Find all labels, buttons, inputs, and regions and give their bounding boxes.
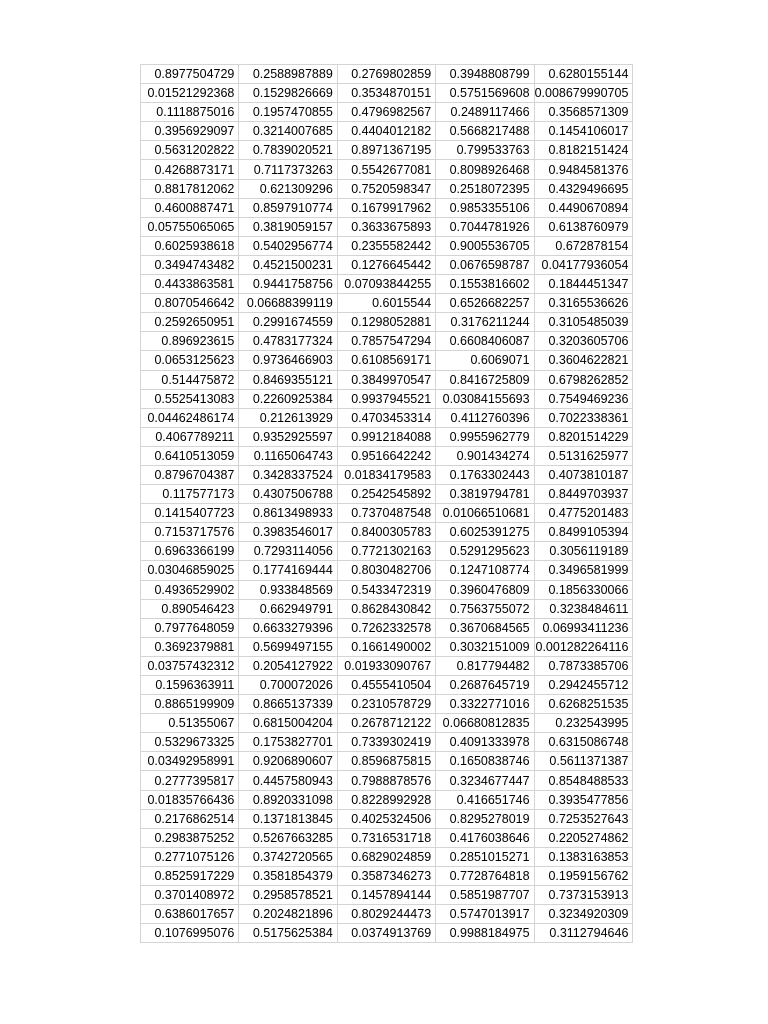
table-cell: 0.7857547294 — [337, 332, 435, 351]
table-cell: 0.5131625977 — [534, 446, 633, 465]
table-cell: 0.7044781926 — [436, 217, 534, 236]
table-cell: 0.1165064743 — [239, 446, 337, 465]
table-cell: 0.2489117466 — [436, 103, 534, 122]
table-cell: 0.9441758756 — [239, 275, 337, 294]
table-cell: 0.9516642242 — [337, 446, 435, 465]
table-row — [141, 84, 633, 103]
table-cell: 0.1415407723 — [141, 504, 239, 523]
table-row — [141, 504, 633, 523]
table-cell: 0.4329496695 — [534, 179, 633, 198]
table-row — [141, 637, 633, 656]
table-row — [141, 752, 633, 771]
table-cell: 0.8295278019 — [436, 809, 534, 828]
table-cell: 0.8665137339 — [239, 695, 337, 714]
table-cell: 0.5747013917 — [436, 905, 534, 924]
table-row — [141, 886, 633, 905]
table-cell: 0.01933090767 — [337, 656, 435, 675]
table-row — [141, 485, 633, 504]
table-cell: 0.1957470855 — [239, 103, 337, 122]
table-cell: 0.5525413083 — [141, 389, 239, 408]
table-cell: 0.7262332578 — [337, 618, 435, 637]
table-cell: 0.6108569171 — [337, 351, 435, 370]
table-row — [141, 198, 633, 217]
table-cell: 0.8416725809 — [436, 370, 534, 389]
table-cell: 0.4025324506 — [337, 809, 435, 828]
table-cell: 0.933848569 — [239, 580, 337, 599]
table-row — [141, 141, 633, 160]
table-row — [141, 542, 633, 561]
table-cell: 0.2942455712 — [534, 676, 633, 695]
table-cell: 0.799533763 — [436, 141, 534, 160]
table-cell: 0.3935477856 — [534, 790, 633, 809]
table-cell: 0.3742720565 — [239, 847, 337, 866]
table-cell: 0.8030482706 — [337, 561, 435, 580]
table-cell: 0.1276645442 — [337, 255, 435, 274]
table-cell: 0.3105485039 — [534, 313, 633, 332]
table-cell: 0.7977648059 — [141, 618, 239, 637]
table-cell: 0.5699497155 — [239, 637, 337, 656]
table-cell: 0.07093844255 — [337, 275, 435, 294]
table-cell: 0.4796982567 — [337, 103, 435, 122]
table-cell: 0.01521292368 — [141, 84, 239, 103]
table-row — [141, 580, 633, 599]
table-cell: 0.3568571309 — [534, 103, 633, 122]
table-cell: 0.3234920309 — [534, 905, 633, 924]
table-cell: 0.51355067 — [141, 714, 239, 733]
table-cell: 0.4600887471 — [141, 198, 239, 217]
table-cell: 0.7253527643 — [534, 809, 633, 828]
table-cell: 0.212613929 — [239, 408, 337, 427]
table-body — [141, 65, 633, 943]
table-cell: 0.1454106017 — [534, 122, 633, 141]
table-cell: 0.0374913769 — [337, 924, 435, 943]
table-cell: 0.9005536705 — [436, 236, 534, 255]
table-cell: 0.001282264116 — [534, 637, 633, 656]
table-cell: 0.6386017657 — [141, 905, 239, 924]
table-row — [141, 905, 633, 924]
table-cell: 0.0676598787 — [436, 255, 534, 274]
table-cell: 0.0653125623 — [141, 351, 239, 370]
table-cell: 0.4176038646 — [436, 828, 534, 847]
table-cell: 0.8182151424 — [534, 141, 633, 160]
table-cell: 0.5668217488 — [436, 122, 534, 141]
table-cell: 0.3322771016 — [436, 695, 534, 714]
table-cell: 0.7022338361 — [534, 408, 633, 427]
table-row — [141, 370, 633, 389]
table-cell: 0.3983546017 — [239, 523, 337, 542]
table-cell: 0.4936529902 — [141, 580, 239, 599]
table-cell: 0.6015544 — [337, 294, 435, 313]
table-cell: 0.8098926468 — [436, 160, 534, 179]
table-cell: 0.3238484611 — [534, 599, 633, 618]
table-cell: 0.1753827701 — [239, 733, 337, 752]
table-row — [141, 236, 633, 255]
table-cell: 0.8977504729 — [141, 65, 239, 84]
table-row — [141, 465, 633, 484]
table-cell: 0.8971367195 — [337, 141, 435, 160]
table-cell: 0.5402956774 — [239, 236, 337, 255]
table-cell: 0.4268873171 — [141, 160, 239, 179]
table-row — [141, 866, 633, 885]
table-cell: 0.03757432312 — [141, 656, 239, 675]
table-row — [141, 809, 633, 828]
table-row — [141, 924, 633, 943]
table-cell: 0.7563755072 — [436, 599, 534, 618]
table-cell: 0.700072026 — [239, 676, 337, 695]
table-cell: 0.817794482 — [436, 656, 534, 675]
table-cell: 0.2991674559 — [239, 313, 337, 332]
table-row — [141, 255, 633, 274]
table-cell: 0.2687645719 — [436, 676, 534, 695]
table-cell: 0.3692379881 — [141, 637, 239, 656]
table-cell: 0.8029244473 — [337, 905, 435, 924]
table-row — [141, 733, 633, 752]
table-cell: 0.7117373263 — [239, 160, 337, 179]
table-cell: 0.3956929097 — [141, 122, 239, 141]
table-cell: 0.01834179583 — [337, 465, 435, 484]
table-row — [141, 179, 633, 198]
table-cell: 0.9853355106 — [436, 198, 534, 217]
table-cell: 0.8400305783 — [337, 523, 435, 542]
table-cell: 0.01066510681 — [436, 504, 534, 523]
table-row — [141, 332, 633, 351]
table-cell: 0.8596875815 — [337, 752, 435, 771]
table-cell: 0.4457580943 — [239, 771, 337, 790]
table-cell: 0.3165536626 — [534, 294, 633, 313]
table-cell: 0.3581854379 — [239, 866, 337, 885]
table-cell: 0.3534870151 — [337, 84, 435, 103]
table-row — [141, 427, 633, 446]
table-cell: 0.2176862514 — [141, 809, 239, 828]
table-cell: 0.7316531718 — [337, 828, 435, 847]
table-cell: 0.6633279396 — [239, 618, 337, 637]
table-cell: 0.9206890607 — [239, 752, 337, 771]
table-cell: 0.9736466903 — [239, 351, 337, 370]
table-cell: 0.1650838746 — [436, 752, 534, 771]
table-cell: 0.3604622821 — [534, 351, 633, 370]
table-cell: 0.4433863581 — [141, 275, 239, 294]
table-cell: 0.3496581999 — [534, 561, 633, 580]
table-cell: 0.3032151009 — [436, 637, 534, 656]
table-cell: 0.03492958991 — [141, 752, 239, 771]
table-row — [141, 771, 633, 790]
table-cell: 0.2983875252 — [141, 828, 239, 847]
table-cell: 0.2205274862 — [534, 828, 633, 847]
table-cell: 0.04177936054 — [534, 255, 633, 274]
table-cell: 0.896923615 — [141, 332, 239, 351]
table-row — [141, 676, 633, 695]
table-row — [141, 656, 633, 675]
table-cell: 0.05755065065 — [141, 217, 239, 236]
table-cell: 0.03084155693 — [436, 389, 534, 408]
table-cell: 0.1247108774 — [436, 561, 534, 580]
table-cell: 0.4067789211 — [141, 427, 239, 446]
table-cell: 0.1774169444 — [239, 561, 337, 580]
table-cell: 0.662949791 — [239, 599, 337, 618]
table-cell: 0.5851987707 — [436, 886, 534, 905]
table-cell: 0.3960476809 — [436, 580, 534, 599]
table-cell: 0.232543995 — [534, 714, 633, 733]
table-row — [141, 275, 633, 294]
table-cell: 0.6815004204 — [239, 714, 337, 733]
table-cell: 0.2678712122 — [337, 714, 435, 733]
table-cell: 0.5631202822 — [141, 141, 239, 160]
table-cell: 0.8525917229 — [141, 866, 239, 885]
table-cell: 0.2588987889 — [239, 65, 337, 84]
table-row — [141, 122, 633, 141]
table-cell: 0.3633675893 — [337, 217, 435, 236]
table-cell: 0.06680812835 — [436, 714, 534, 733]
table-cell: 0.6268251535 — [534, 695, 633, 714]
table-cell: 0.8228992928 — [337, 790, 435, 809]
table-cell: 0.6410513059 — [141, 446, 239, 465]
table-cell: 0.1371813845 — [239, 809, 337, 828]
table-cell: 0.4091333978 — [436, 733, 534, 752]
table-cell: 0.8449703937 — [534, 485, 633, 504]
table-cell: 0.3819059157 — [239, 217, 337, 236]
table-cell: 0.9937945521 — [337, 389, 435, 408]
table-row — [141, 446, 633, 465]
table-cell: 0.7839020521 — [239, 141, 337, 160]
table-cell: 0.5291295623 — [436, 542, 534, 561]
table-cell: 0.1076995076 — [141, 924, 239, 943]
table-cell: 0.6138760979 — [534, 217, 633, 236]
table-cell: 0.2769802859 — [337, 65, 435, 84]
table-cell: 0.8201514229 — [534, 427, 633, 446]
table-cell: 0.06688399119 — [239, 294, 337, 313]
table-cell: 0.672878154 — [534, 236, 633, 255]
table-cell: 0.8920331098 — [239, 790, 337, 809]
table-cell: 0.3849970547 — [337, 370, 435, 389]
table-cell: 0.3056119189 — [534, 542, 633, 561]
table-cell: 0.514475872 — [141, 370, 239, 389]
table-row — [141, 65, 633, 84]
table-cell: 0.7153717576 — [141, 523, 239, 542]
table-cell: 0.1383163853 — [534, 847, 633, 866]
table-cell: 0.7370487548 — [337, 504, 435, 523]
table-row — [141, 103, 633, 122]
table-row — [141, 561, 633, 580]
table-row — [141, 217, 633, 236]
table-cell: 0.1529826669 — [239, 84, 337, 103]
table-cell: 0.2851015271 — [436, 847, 534, 866]
table-cell: 0.9352925597 — [239, 427, 337, 446]
table-cell: 0.8597910774 — [239, 198, 337, 217]
table-row — [141, 599, 633, 618]
table-cell: 0.3494743482 — [141, 255, 239, 274]
table-cell: 0.6526682257 — [436, 294, 534, 313]
table-cell: 0.7988878576 — [337, 771, 435, 790]
data-table — [140, 64, 633, 943]
table-cell: 0.6608406087 — [436, 332, 534, 351]
table-cell: 0.901434274 — [436, 446, 534, 465]
table-cell: 0.2958578521 — [239, 886, 337, 905]
table-cell: 0.6963366199 — [141, 542, 239, 561]
table-cell: 0.8070546642 — [141, 294, 239, 313]
table-cell: 0.7873385706 — [534, 656, 633, 675]
table-row — [141, 294, 633, 313]
table-row — [141, 714, 633, 733]
table-cell: 0.7339302419 — [337, 733, 435, 752]
table-cell: 0.4112760396 — [436, 408, 534, 427]
table-cell: 0.4775201483 — [534, 504, 633, 523]
table-cell: 0.6280155144 — [534, 65, 633, 84]
table-cell: 0.416651746 — [436, 790, 534, 809]
table-cell: 0.5329673325 — [141, 733, 239, 752]
table-cell: 0.4073810187 — [534, 465, 633, 484]
table-cell: 0.8548488533 — [534, 771, 633, 790]
table-cell: 0.1457894144 — [337, 886, 435, 905]
table-cell: 0.008679990705 — [534, 84, 633, 103]
table-cell: 0.4307506788 — [239, 485, 337, 504]
table-cell: 0.6069071 — [436, 351, 534, 370]
table-cell: 0.3203605706 — [534, 332, 633, 351]
table-cell: 0.7293114056 — [239, 542, 337, 561]
table-row — [141, 408, 633, 427]
table-cell: 0.8499105394 — [534, 523, 633, 542]
table-cell: 0.4490670894 — [534, 198, 633, 217]
table-row — [141, 847, 633, 866]
table-cell: 0.6025391275 — [436, 523, 534, 542]
table-cell: 0.2771075126 — [141, 847, 239, 866]
table-cell: 0.01835766436 — [141, 790, 239, 809]
table-cell: 0.3214007685 — [239, 122, 337, 141]
table-row — [141, 828, 633, 847]
table-cell: 0.2054127922 — [239, 656, 337, 675]
table-cell: 0.3670684565 — [436, 618, 534, 637]
table-row — [141, 695, 633, 714]
table-cell: 0.3819794781 — [436, 485, 534, 504]
table-cell: 0.6315086748 — [534, 733, 633, 752]
table-cell: 0.6025938618 — [141, 236, 239, 255]
table-cell: 0.8865199909 — [141, 695, 239, 714]
table-cell: 0.5611371387 — [534, 752, 633, 771]
table-cell: 0.621309296 — [239, 179, 337, 198]
table-cell: 0.7549469236 — [534, 389, 633, 408]
table-cell: 0.8628430842 — [337, 599, 435, 618]
table-cell: 0.1298052881 — [337, 313, 435, 332]
table-row — [141, 790, 633, 809]
table-cell: 0.4521500231 — [239, 255, 337, 274]
table-cell: 0.4555410504 — [337, 676, 435, 695]
table-row — [141, 389, 633, 408]
table-cell: 0.7721302163 — [337, 542, 435, 561]
table-cell: 0.890546423 — [141, 599, 239, 618]
table-cell: 0.7728764818 — [436, 866, 534, 885]
table-cell: 0.8469355121 — [239, 370, 337, 389]
table-cell: 0.2260925384 — [239, 389, 337, 408]
table-cell: 0.9988184975 — [436, 924, 534, 943]
table-row — [141, 618, 633, 637]
table-cell: 0.2592650951 — [141, 313, 239, 332]
table-cell: 0.2542545892 — [337, 485, 435, 504]
table-cell: 0.3587346273 — [337, 866, 435, 885]
table-cell: 0.9955962779 — [436, 427, 534, 446]
table-cell: 0.1679917962 — [337, 198, 435, 217]
table-cell: 0.7373153913 — [534, 886, 633, 905]
table-cell: 0.04462486174 — [141, 408, 239, 427]
table-cell: 0.4404012182 — [337, 122, 435, 141]
table-cell: 0.1959156762 — [534, 866, 633, 885]
table-cell: 0.1553816602 — [436, 275, 534, 294]
table-cell: 0.3428337524 — [239, 465, 337, 484]
table-cell: 0.1844451347 — [534, 275, 633, 294]
table-cell: 0.03046859025 — [141, 561, 239, 580]
table-cell: 0.3234677447 — [436, 771, 534, 790]
table-row — [141, 351, 633, 370]
table-cell: 0.8796704387 — [141, 465, 239, 484]
table-cell: 0.1661490002 — [337, 637, 435, 656]
table-cell: 0.9484581376 — [534, 160, 633, 179]
table-cell: 0.9912184088 — [337, 427, 435, 446]
table-cell: 0.4783177324 — [239, 332, 337, 351]
table-row — [141, 523, 633, 542]
table-cell: 0.5175625384 — [239, 924, 337, 943]
table-cell: 0.3701408972 — [141, 886, 239, 905]
table-cell: 0.6798262852 — [534, 370, 633, 389]
table-cell: 0.1763302443 — [436, 465, 534, 484]
table-cell: 0.3112794646 — [534, 924, 633, 943]
table-cell: 0.1596363911 — [141, 676, 239, 695]
table-cell: 0.5751569608 — [436, 84, 534, 103]
table-cell: 0.4703453314 — [337, 408, 435, 427]
table-cell: 0.5542677081 — [337, 160, 435, 179]
table-cell: 0.117577173 — [141, 485, 239, 504]
table-cell: 0.2024821896 — [239, 905, 337, 924]
table-cell: 0.5433472319 — [337, 580, 435, 599]
table-cell: 0.06993411236 — [534, 618, 633, 637]
table-cell: 0.2777395817 — [141, 771, 239, 790]
table-cell: 0.5267663285 — [239, 828, 337, 847]
table-row — [141, 313, 633, 332]
table-cell: 0.3948808799 — [436, 65, 534, 84]
table-cell: 0.2355582442 — [337, 236, 435, 255]
table-cell: 0.1856330066 — [534, 580, 633, 599]
table-cell: 0.2518072395 — [436, 179, 534, 198]
table-cell: 0.3176211244 — [436, 313, 534, 332]
table-cell: 0.8613498933 — [239, 504, 337, 523]
table-cell: 0.1118875016 — [141, 103, 239, 122]
table-cell: 0.2310578729 — [337, 695, 435, 714]
table-cell: 0.8817812062 — [141, 179, 239, 198]
table-row — [141, 160, 633, 179]
table-cell: 0.6829024859 — [337, 847, 435, 866]
table-cell: 0.7520598347 — [337, 179, 435, 198]
